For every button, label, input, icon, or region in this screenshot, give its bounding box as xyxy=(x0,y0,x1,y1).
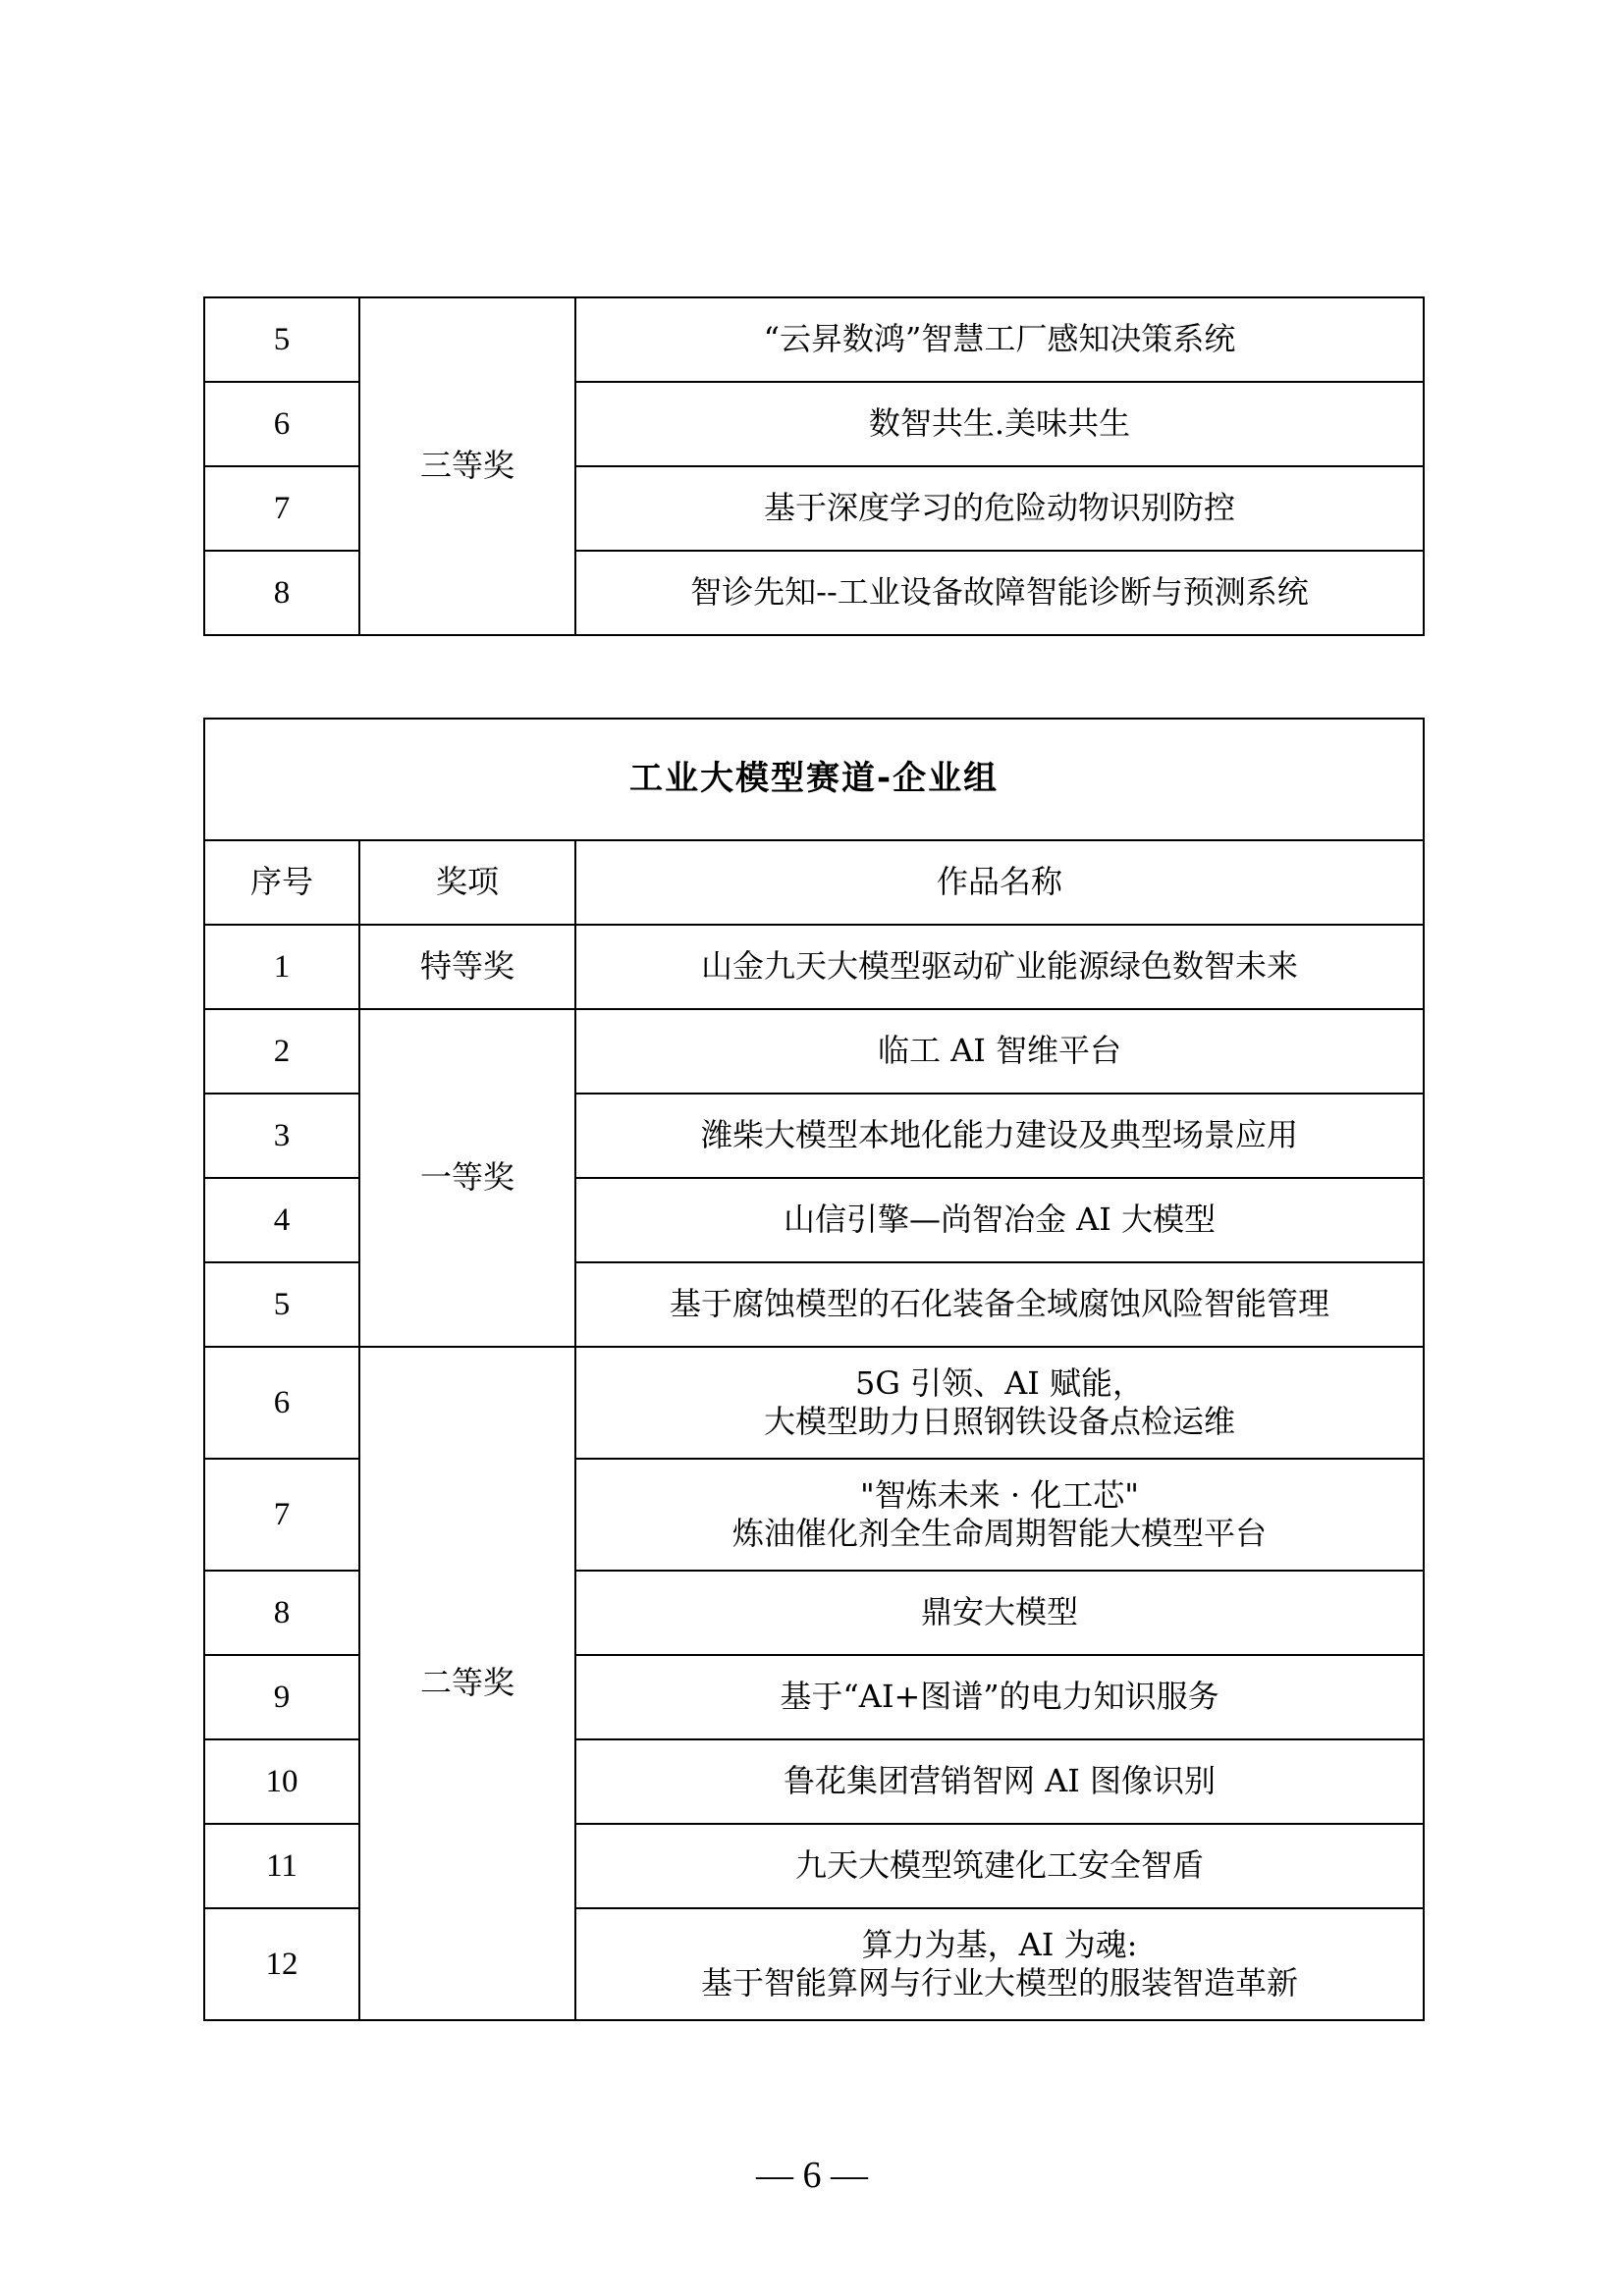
table-row xyxy=(204,1347,1424,1459)
award-cell: 特等奖 xyxy=(359,925,575,1009)
header-award: 奖项 xyxy=(359,840,575,925)
work-name: 基于腐蚀模型的石化装备全域腐蚀风险智能管理 xyxy=(575,1262,1424,1347)
row-number: 9 xyxy=(204,1655,359,1739)
work-name: 临工 AI 智维平台 xyxy=(575,1009,1424,1094)
work-name: 潍柴大模型本地化能力建设及典型场景应用 xyxy=(575,1094,1424,1178)
work-name xyxy=(575,1908,1424,2020)
work-name-line-1: 5G 引领、AI 赋能， xyxy=(855,1363,1145,1402)
table-row xyxy=(204,297,1424,382)
work-name: 数智共生.美味共生 xyxy=(575,382,1424,466)
table-title-row xyxy=(204,719,1424,840)
work-name: 鼎安大模型 xyxy=(575,1571,1424,1655)
row-number: 3 xyxy=(204,1094,359,1178)
table-title: 工业大模型赛道-企业组 xyxy=(204,719,1424,840)
row-number: 4 xyxy=(204,1178,359,1262)
page-number: — 6 — xyxy=(756,2155,868,2196)
enterprise-award-table xyxy=(203,718,1425,2021)
row-number: 5 xyxy=(204,297,359,382)
award-table-continued xyxy=(203,296,1425,636)
work-name: 九天大模型筑建化工安全智盾 xyxy=(575,1824,1424,1908)
work-name: 山金九天大模型驱动矿业能源绿色数智未来 xyxy=(575,925,1424,1009)
work-name-line-1: 算力为基，AI 为魂: xyxy=(861,1925,1138,1963)
award-cell: 二等奖 xyxy=(359,1347,575,2020)
header-number: 序号 xyxy=(204,840,359,925)
table-row xyxy=(204,925,1424,1009)
award-cell: 三等奖 xyxy=(359,297,575,635)
work-name-line-2: 炼油催化剂全生命周期智能大模型平台 xyxy=(732,1515,1268,1552)
header-name: 作品名称 xyxy=(575,840,1424,925)
work-name-line-2: 基于智能算网与行业大模型的服装智造革新 xyxy=(701,1964,1299,2002)
table-header-row xyxy=(204,840,1424,925)
work-name xyxy=(575,1459,1424,1571)
work-name: 鲁花集团营销智网 AI 图像识别 xyxy=(575,1739,1424,1824)
row-number: 2 xyxy=(204,1009,359,1094)
row-number: 6 xyxy=(204,382,359,466)
work-name: “云昇数鸿”智慧工厂感知决策系统 xyxy=(575,297,1424,382)
row-number: 7 xyxy=(204,466,359,551)
row-number: 11 xyxy=(204,1824,359,1908)
row-number: 10 xyxy=(204,1739,359,1824)
row-number: 8 xyxy=(204,1571,359,1655)
table-row xyxy=(204,1009,1424,1094)
row-number: 7 xyxy=(204,1459,359,1571)
work-name-line-2: 大模型助力日照钢铁设备点检运维 xyxy=(764,1403,1236,1440)
work-name-line-1: "智炼未来 · 化工芯" xyxy=(860,1475,1139,1514)
row-number: 12 xyxy=(204,1908,359,2020)
award-cell: 一等奖 xyxy=(359,1009,575,1347)
work-name: 山信引擎—尚智冶金 AI 大模型 xyxy=(575,1178,1424,1262)
work-name: 智诊先知--工业设备故障智能诊断与预测系统 xyxy=(575,551,1424,635)
row-number: 8 xyxy=(204,551,359,635)
row-number: 1 xyxy=(204,925,359,1009)
work-name xyxy=(575,1347,1424,1459)
row-number: 5 xyxy=(204,1262,359,1347)
row-number: 6 xyxy=(204,1347,359,1459)
work-name: 基于深度学习的危险动物识别防控 xyxy=(575,466,1424,551)
work-name: 基于“AI+图谱”的电力知识服务 xyxy=(575,1655,1424,1739)
